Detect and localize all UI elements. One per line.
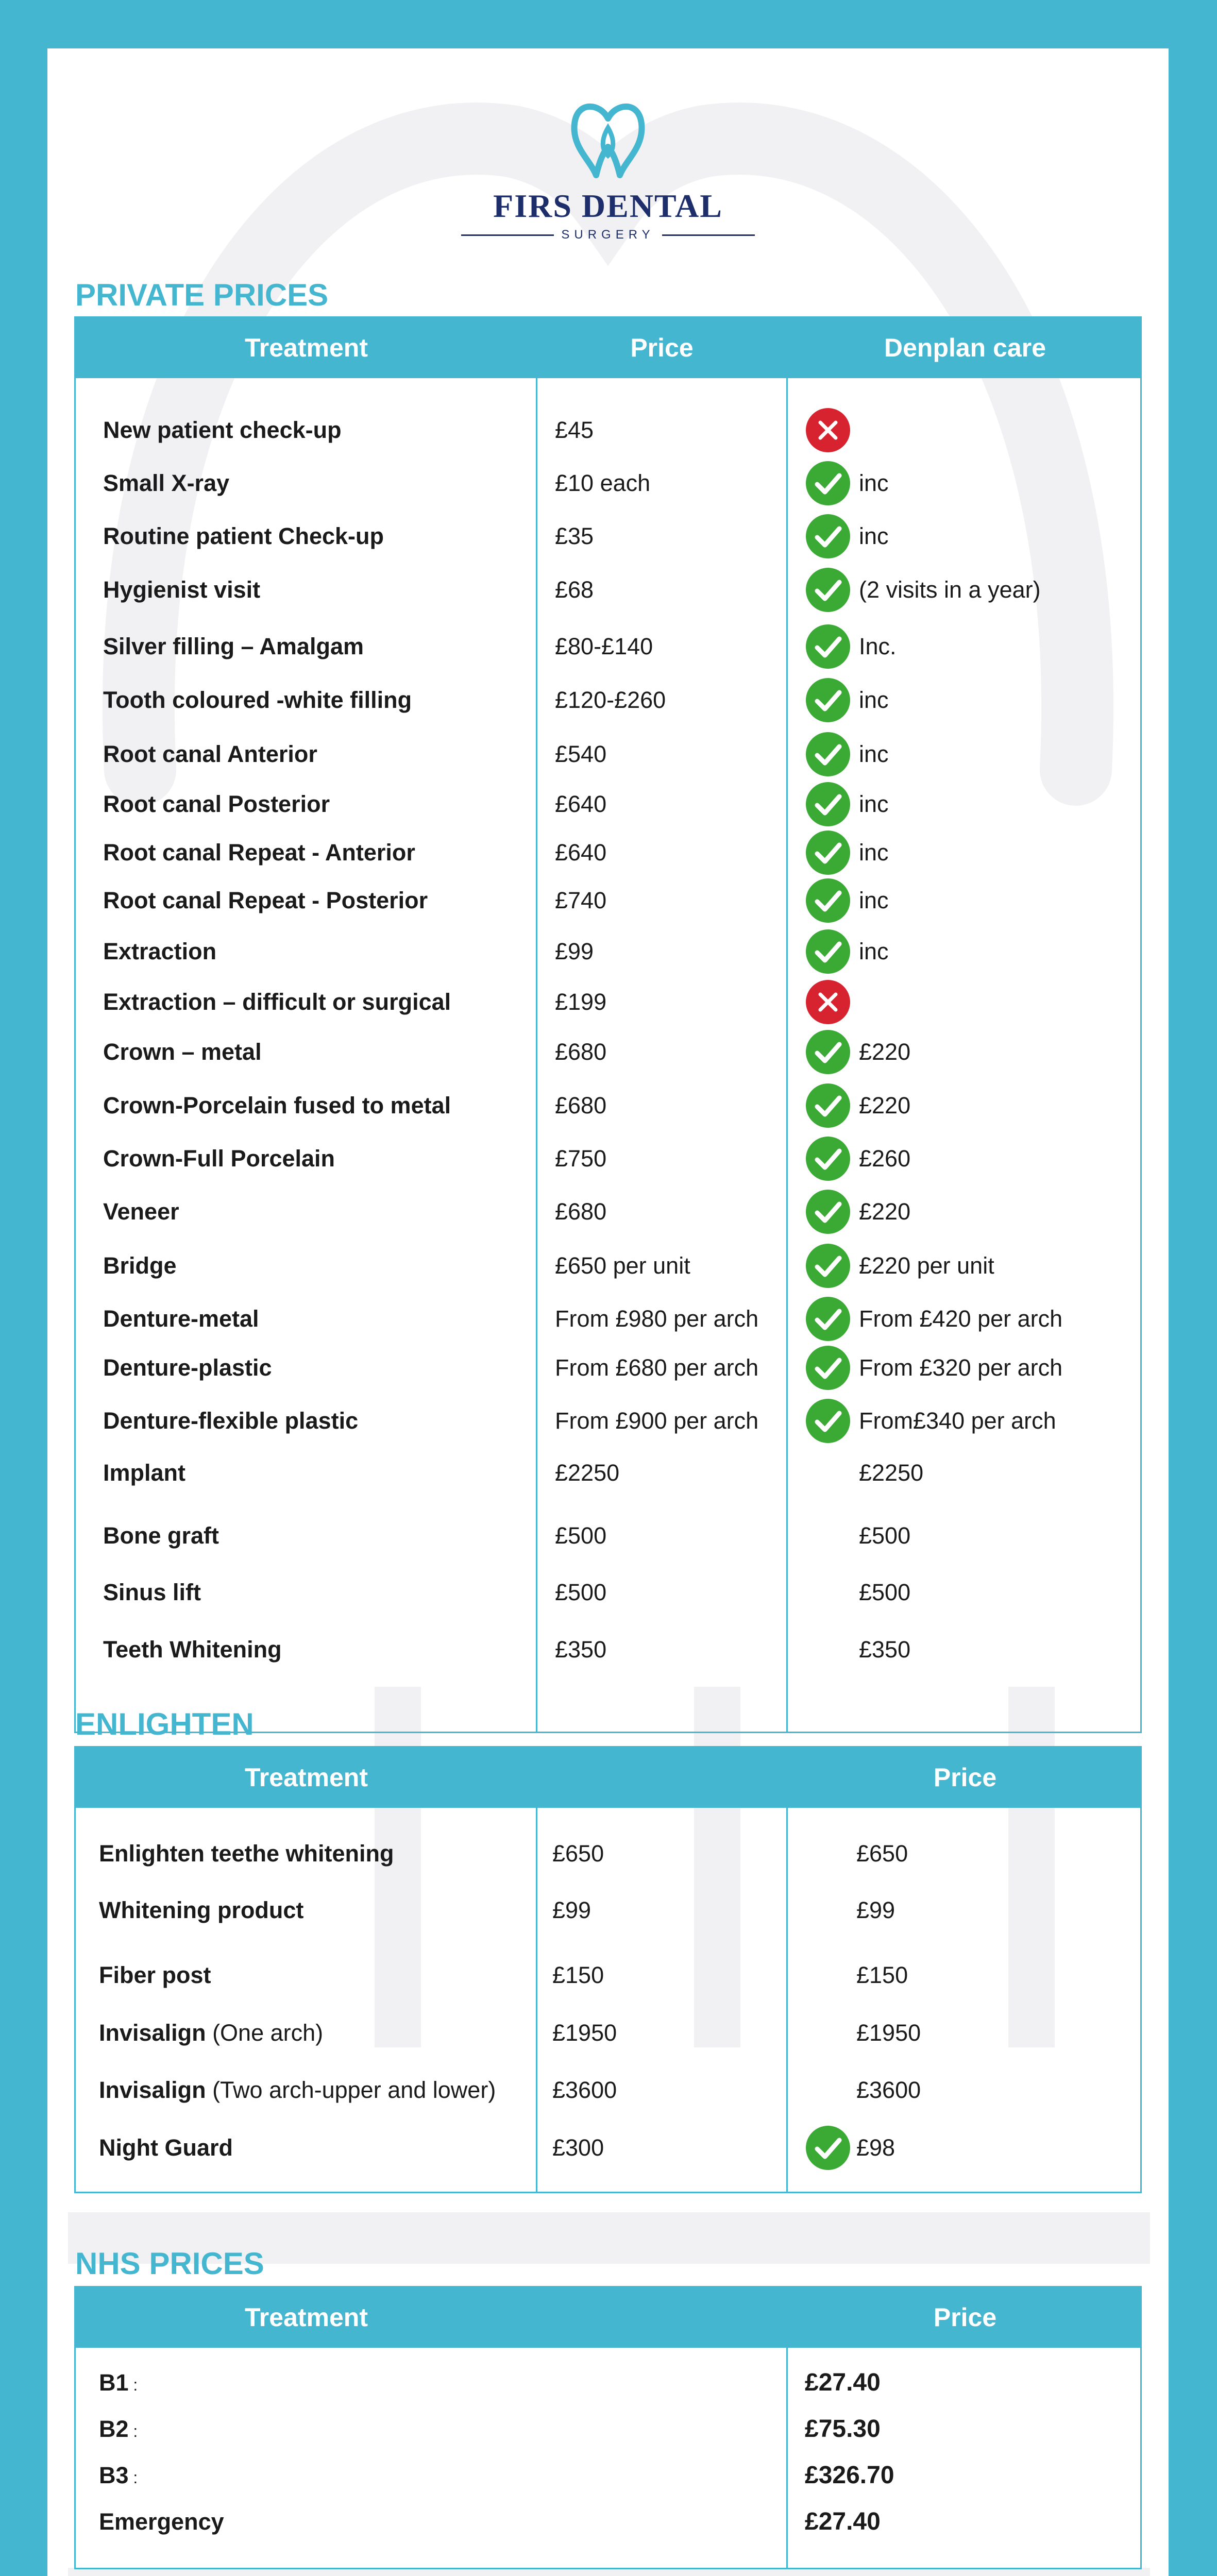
price-cell: From £900 per arch [555, 1408, 759, 1434]
denplan-cell: From£340 per arch [859, 1408, 1056, 1434]
enlighten-table [74, 1746, 1142, 2193]
table-row [76, 1141, 1140, 1177]
band-name: Emergency [99, 2509, 224, 2535]
treatment-name: Night Guard [99, 2134, 233, 2161]
denplan-cell: £500 [859, 1579, 911, 1605]
table-row [76, 1518, 1140, 1554]
table-row [76, 736, 1140, 772]
table-row [76, 1248, 1140, 1284]
treatment-cell [99, 2411, 138, 2447]
denplan-cell: £650 [856, 1840, 908, 1867]
table-header [76, 318, 1140, 378]
treatment-name: Invisalign [99, 2077, 206, 2103]
price-cell: £3600 [552, 2077, 617, 2103]
treatment-cell: Extraction – difficult or surgical [103, 989, 451, 1015]
header-price: Price [630, 333, 694, 362]
denplan-cell: £220 [859, 1039, 911, 1065]
price-cell: £640 [555, 791, 607, 817]
treatment-cell [99, 1957, 211, 1993]
cross-icon [805, 407, 851, 453]
nhs-prices-title: NHS PRICES [75, 2246, 264, 2281]
denplan-cell: £1950 [856, 2020, 921, 2046]
price-cell: £10 each [555, 470, 651, 496]
band-suffix: : [128, 2376, 138, 2394]
denplan-cell: inc [859, 887, 889, 913]
treatment-cell: Root canal Repeat - Anterior [103, 839, 415, 866]
price-cell: £540 [555, 741, 607, 767]
treatment-cell: Small X-ray [103, 470, 230, 496]
treatment-cell [99, 2458, 138, 2494]
treatment-cell: Tooth coloured -white filling [103, 687, 412, 713]
table-row [76, 2411, 1140, 2447]
table-row [76, 682, 1140, 718]
brand-subtitle-row [47, 228, 1169, 242]
price-cell: From £680 per arch [555, 1354, 759, 1381]
check-icon [805, 1296, 851, 1342]
treatment-cell: Denture-metal [103, 1306, 259, 1332]
table-row [76, 1836, 1140, 1872]
treatment-cell: Silver filling – Amalgam [103, 633, 364, 659]
header-price: Price [933, 1763, 997, 1792]
treatment-cell: Crown-Porcelain fused to metal [103, 1092, 451, 1118]
treatment-cell: New patient check-up [103, 417, 342, 443]
table-row [76, 1403, 1140, 1439]
treatment-name: Enlighten teethe whitening [99, 1840, 394, 1867]
header-denplan: Denplan care [884, 333, 1046, 362]
table-header [76, 2287, 1140, 2348]
check-icon [805, 877, 851, 924]
denplan-cell: £98 [856, 2134, 895, 2161]
treatment-cell: Teeth Whitening [103, 1636, 282, 1663]
table-row [76, 1301, 1140, 1337]
check-icon [805, 460, 851, 506]
band-suffix: : [128, 2422, 138, 2441]
price-cell: £500 [555, 1522, 607, 1549]
band-name: B3 [99, 2462, 129, 2488]
treatment-cell: Root canal Repeat - Posterior [103, 887, 428, 913]
price-cell: £99 [555, 938, 594, 964]
price-cell: £740 [555, 887, 607, 913]
price-list-card [47, 48, 1169, 2576]
treatment-cell: Extraction [103, 938, 217, 964]
treatment-cell [99, 1836, 394, 1872]
denplan-cell: inc [859, 741, 889, 767]
tooth-icon [569, 98, 647, 180]
brand-name: FIRS DENTAL [493, 188, 723, 224]
logo [47, 98, 1169, 242]
price-cell: £45 [555, 417, 594, 443]
treatment-cell: Bridge [103, 1252, 177, 1279]
treatment-cell: Veneer [103, 1198, 179, 1225]
denplan-cell: inc [859, 839, 889, 866]
treatment-cell: Root canal Anterior [103, 741, 317, 767]
price-cell: £750 [555, 1145, 607, 1172]
denplan-cell: (2 visits in a year) [859, 577, 1041, 603]
denplan-cell: From £320 per arch [859, 1354, 1063, 1381]
header-treatment: Treatment [245, 1763, 368, 1792]
check-icon [805, 677, 851, 723]
check-icon [805, 2125, 851, 2171]
denplan-cell: inc [859, 791, 889, 817]
denplan-cell: From £420 per arch [859, 1306, 1063, 1332]
treatment-cell [99, 2365, 138, 2401]
check-icon [805, 567, 851, 613]
check-icon [805, 1243, 851, 1289]
denplan-cell: £260 [859, 1145, 911, 1172]
denplan-cell: inc [859, 938, 889, 964]
price-cell: £650 per unit [555, 1252, 690, 1279]
cross-icon [805, 979, 851, 1025]
treatment-cell: Root canal Posterior [103, 791, 330, 817]
nhs-prices-table [74, 2286, 1142, 2569]
table-row [76, 786, 1140, 822]
denplan-cell: £220 [859, 1092, 911, 1118]
table-row [76, 883, 1140, 919]
denplan-cell: £500 [859, 1522, 911, 1549]
price-cell: £75.30 [805, 2415, 881, 2443]
check-icon [805, 781, 851, 827]
denplan-cell: Inc. [859, 633, 897, 659]
treatment-cell [99, 2072, 496, 2108]
band-name: B2 [99, 2416, 129, 2442]
table-row [76, 2130, 1140, 2166]
treatment-cell: Crown-Full Porcelain [103, 1145, 335, 1172]
price-cell: £680 [555, 1198, 607, 1225]
table-row [76, 1574, 1140, 1611]
table-row [76, 835, 1140, 871]
treatment-cell: Routine patient Check-up [103, 523, 384, 549]
check-icon [805, 623, 851, 670]
table-row [76, 412, 1140, 448]
treatment-cell [99, 2130, 233, 2166]
check-icon [805, 1345, 851, 1391]
check-icon [805, 1082, 851, 1129]
table-row [76, 2365, 1140, 2401]
price-cell: From £980 per arch [555, 1306, 759, 1332]
check-icon [805, 1398, 851, 1444]
table-row [76, 1632, 1140, 1668]
price-cell: £27.40 [805, 2508, 881, 2535]
denplan-cell: £220 [859, 1198, 911, 1225]
check-icon [805, 928, 851, 975]
denplan-cell: inc [859, 687, 889, 713]
price-cell: £1950 [552, 2020, 617, 2046]
check-icon [805, 829, 851, 876]
table-row [76, 465, 1140, 501]
price-cell: £99 [552, 1897, 591, 1923]
treatment-note: (One arch) [206, 2020, 324, 2046]
table-row [76, 518, 1140, 554]
private-prices-table [74, 316, 1142, 1733]
treatment-name: Whitening product [99, 1897, 304, 1923]
table-row [76, 1455, 1140, 1491]
price-cell: £120-£260 [555, 687, 666, 713]
table-row [76, 1034, 1140, 1070]
price-cell: £300 [552, 2134, 604, 2161]
table-row [76, 1892, 1140, 1928]
denplan-cell: £99 [856, 1897, 895, 1923]
header-treatment: Treatment [245, 333, 368, 362]
table-row [76, 572, 1140, 608]
treatment-cell [99, 1892, 303, 1928]
treatment-name: Invisalign [99, 2020, 206, 2046]
price-cell: £500 [555, 1579, 607, 1605]
check-icon [805, 731, 851, 777]
price-cell: £680 [555, 1092, 607, 1118]
table-header [76, 1748, 1140, 1808]
band-suffix: : [128, 2468, 138, 2487]
treatment-cell: Implant [103, 1460, 186, 1486]
table-row [76, 1194, 1140, 1230]
band-name: B1 [99, 2369, 129, 2396]
treatment-cell: Denture-plastic [103, 1354, 272, 1381]
table-row [76, 984, 1140, 1020]
table-row [76, 934, 1140, 970]
denplan-cell: £350 [859, 1636, 911, 1663]
table-row [76, 1350, 1140, 1386]
enlighten-title: ENLIGHTEN [75, 1707, 254, 1741]
treatment-cell [99, 2504, 224, 2540]
table-row [76, 2458, 1140, 2494]
price-cell: £2250 [555, 1460, 620, 1486]
denplan-cell: £2250 [859, 1460, 924, 1486]
treatment-cell [99, 2015, 323, 2051]
price-cell: £640 [555, 839, 607, 866]
treatment-cell: Sinus lift [103, 1579, 201, 1605]
check-icon [805, 1189, 851, 1235]
table-row [76, 1088, 1140, 1124]
price-cell: £68 [555, 577, 594, 603]
denplan-cell: £150 [856, 1962, 908, 1988]
table-row [76, 2072, 1140, 2108]
price-cell: £650 [552, 1840, 604, 1867]
denplan-cell: £220 per unit [859, 1252, 994, 1279]
header-treatment: Treatment [245, 2303, 368, 2332]
denplan-cell: £3600 [856, 2077, 921, 2103]
treatment-cell: Hygienist visit [103, 577, 261, 603]
check-icon [805, 513, 851, 560]
table-row [76, 2504, 1140, 2540]
check-icon [805, 1136, 851, 1182]
check-icon [805, 1029, 851, 1075]
price-cell: £199 [555, 989, 607, 1015]
brand-subtitle: SURGERY [561, 228, 655, 242]
price-cell: £680 [555, 1039, 607, 1065]
treatment-cell: Denture-flexible plastic [103, 1408, 359, 1434]
denplan-cell: inc [859, 470, 889, 496]
private-prices-title: PRIVATE PRICES [75, 278, 329, 312]
table-row [76, 2015, 1140, 2051]
treatment-cell: Crown – metal [103, 1039, 262, 1065]
table-row [76, 629, 1140, 665]
price-cell: £350 [555, 1636, 607, 1663]
table-row [76, 1957, 1140, 1993]
treatment-note: (Two arch-upper and lower) [206, 2077, 496, 2103]
price-cell: £27.40 [805, 2369, 881, 2396]
treatment-cell: Bone graft [103, 1522, 219, 1549]
price-cell: £35 [555, 523, 594, 549]
header-price: Price [933, 2303, 997, 2332]
price-cell: £150 [552, 1962, 604, 1988]
denplan-cell: inc [859, 523, 889, 549]
price-cell: £80-£140 [555, 633, 653, 659]
price-cell: £326.70 [805, 2462, 894, 2489]
treatment-name: Fiber post [99, 1962, 211, 1988]
